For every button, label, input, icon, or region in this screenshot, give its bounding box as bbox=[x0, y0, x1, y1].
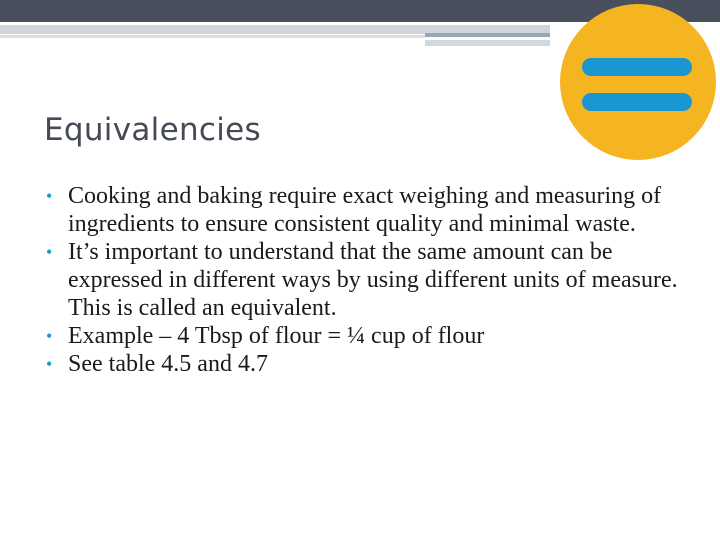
bullet-text: Cooking and baking require exact weighing and measuring of ingredients to ensure consistent quality and minimal waste. bbox=[68, 183, 662, 237]
slide-title: Equivalencies bbox=[44, 112, 261, 148]
bullet-item bbox=[46, 182, 686, 238]
bullet-text: See table 4.5 and 4.7 bbox=[68, 351, 268, 377]
header-stripe-thin bbox=[0, 35, 425, 38]
bullet-item bbox=[46, 238, 686, 322]
equals-bar-bottom bbox=[582, 93, 692, 111]
bullet-item bbox=[46, 350, 686, 378]
bullet-dot-icon: • bbox=[46, 242, 53, 262]
bullet-list bbox=[46, 182, 686, 378]
header-stripe-accent bbox=[425, 33, 550, 37]
bullet-text: Example – 4 Tbsp of flour = ¼ cup of flour bbox=[68, 323, 485, 349]
bullet-dot-icon: • bbox=[46, 186, 53, 206]
bullet-text: It’s important to understand that the same amount can be expressed in different ways by using different units of measure. This is called an equivalent. bbox=[68, 239, 678, 321]
equals-bar-top bbox=[582, 58, 692, 76]
bullet-dot-icon: • bbox=[46, 354, 53, 374]
header-stripe-lower bbox=[425, 40, 550, 46]
equals-sign-icon bbox=[560, 4, 716, 160]
bullet-item bbox=[46, 322, 686, 350]
bullet-dot-icon: • bbox=[46, 326, 53, 346]
